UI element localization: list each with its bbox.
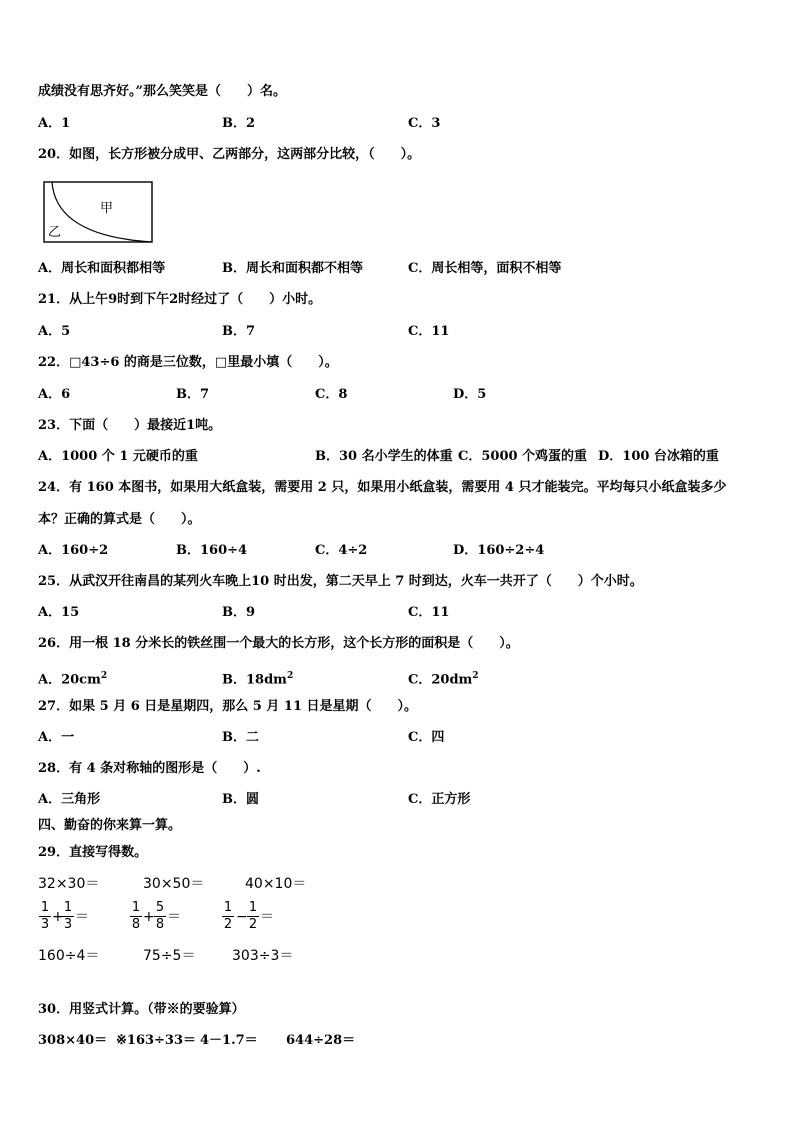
fraction	[247, 901, 259, 932]
q28-option-c: C．正方形	[408, 792, 471, 807]
q28-option-a: A．三角形	[38, 792, 101, 807]
question-23-text: 23．下面（ ）最接近1吨。	[38, 418, 222, 433]
section-4-heading: 四、勤奋的你来算一算。	[38, 818, 182, 833]
q26-option-c-label: C．20dm	[408, 672, 473, 688]
rectangle-figure	[38, 178, 158, 246]
q26-option-b	[222, 668, 293, 688]
q27-option-c: C．四	[408, 730, 445, 745]
q23-option-c: C．5000 个鸡蛋的重	[458, 449, 588, 464]
calc-8: 75÷5＝	[143, 948, 196, 964]
fraction	[62, 901, 74, 932]
q22-option-b: B．7	[176, 387, 210, 402]
question-19-tail: 成绩没有思齐好。”那么笑笑是（ ）名。	[38, 84, 286, 99]
calc-2: 30×50＝	[143, 876, 205, 892]
question-24-line1: 24．有 160 本图书，如果用大纸盒装，需要用 2 只，如果用小纸盒装，需要用 4 只才能装完。平均每只小纸盒装多少	[38, 480, 727, 495]
q21-option-c: C．11	[408, 324, 450, 339]
calc-9: 303÷3＝	[232, 948, 294, 964]
calc-1: 32×30＝	[38, 876, 100, 892]
denominator: 3	[63, 917, 73, 932]
denominator: 2	[223, 917, 233, 932]
vertical-calc-4: 644÷28＝	[286, 1033, 356, 1048]
fraction	[222, 901, 234, 932]
fraction	[39, 901, 51, 932]
question-21-text: 21．从上午9时到下午2时经过了（ ）小时。	[38, 292, 322, 307]
q20-option-a: A．周长和面积都相等	[38, 261, 166, 276]
q28-option-b: B．圆	[222, 792, 259, 807]
calc-7: 160÷4＝	[38, 948, 100, 964]
equals-sign: ＝	[167, 909, 181, 925]
superscript-2: 2	[100, 671, 108, 681]
question-22-text: 22．□43÷6 的商是三位数，□里最小填（ ）。	[38, 355, 338, 370]
numerator: 1	[131, 900, 141, 915]
q19-option-a: A．1	[38, 116, 71, 131]
figure-label-a: 甲	[100, 201, 114, 216]
numerator: 1	[248, 900, 258, 915]
calc-3: 40×10＝	[245, 876, 307, 892]
q21-option-b: B．7	[222, 324, 256, 339]
q20-option-b: B．周长和面积都不相等	[222, 261, 363, 276]
denominator: 8	[155, 917, 165, 932]
q21-option-a: A．5	[38, 324, 71, 339]
numerator: 1	[40, 900, 50, 915]
q26-option-a	[38, 668, 107, 688]
question-25-text: 25．从武汉开往南昌的某列火车晚上10 时出发，第二天早上 7 时到达，火车一共开了（ ）个小时。	[38, 574, 643, 589]
operator: +	[52, 909, 64, 925]
question-29-title: 29．直接写得数。	[38, 845, 148, 860]
q20-option-c: C．周长相等，面积不相等	[408, 261, 562, 276]
question-20-text: 20．如图，长方形被分成甲、乙两部分，这两部分比较，（ ）。	[38, 147, 421, 162]
numerator: 1	[223, 900, 233, 915]
q22-option-c: C．8	[315, 387, 348, 402]
q23-option-a: A．1000 个 1 元硬币的重	[38, 449, 198, 464]
q24-option-b: B．160÷4	[176, 543, 248, 558]
q25-option-b: B．9	[222, 605, 256, 620]
q27-option-b: B．二	[222, 730, 259, 745]
q26-option-c	[408, 668, 479, 688]
vertical-calc-1: 308×40＝	[38, 1033, 108, 1048]
q23-option-b: B．30 名小学生的体重	[315, 449, 453, 464]
equals-sign: ＝	[75, 909, 89, 925]
q19-option-c: C．3	[408, 116, 441, 131]
vertical-calc-3: 4－1.7＝	[200, 1033, 258, 1048]
numerator: 1	[63, 900, 73, 915]
q24-option-d: D．160÷2÷4	[453, 543, 545, 558]
question-26-text: 26．用一根 18 分米长的铁丝围一个最大的长方形，这个长方形的面积是（ ）。	[38, 636, 519, 651]
equals-sign: ＝	[260, 909, 274, 925]
question-24-line2: 本？正确的算式是（ ）。	[38, 512, 201, 527]
figure-label-b: 乙	[48, 225, 62, 240]
superscript-2: 2	[286, 671, 294, 681]
q23-option-d: D．100 台冰箱的重	[598, 449, 719, 464]
denominator: 8	[131, 917, 141, 932]
vertical-calc-2: ※163÷33＝	[116, 1033, 197, 1048]
q22-option-a: A．6	[38, 387, 71, 402]
q25-option-c: C．11	[408, 605, 450, 620]
operator: +	[143, 909, 155, 925]
q19-option-b: B．2	[222, 116, 256, 131]
fraction	[130, 901, 142, 932]
numerator: 5	[155, 900, 165, 915]
q27-option-a: A．一	[38, 730, 75, 745]
fraction	[154, 901, 166, 932]
q26-option-b-label: B．18dm	[222, 672, 287, 688]
question-28-text: 28．有 4 条对称轴的图形是（ ）.	[38, 761, 261, 776]
q24-option-a: A．160÷2	[38, 543, 109, 558]
q26-option-a-label: A．20cm	[38, 672, 101, 688]
denominator: 2	[248, 917, 258, 932]
question-30-title: 30．用竖式计算。（带※的要验算）	[38, 1002, 245, 1017]
superscript-2: 2	[472, 671, 479, 681]
denominator: 3	[40, 917, 50, 932]
q24-option-c: C．4÷2	[315, 543, 368, 558]
operator: −	[236, 909, 248, 925]
q22-option-d: D．5	[453, 387, 487, 402]
question-27-text: 27．如果 5 月 6 日是星期四，那么 5 月 11 日是星期（ ）。	[38, 699, 418, 714]
q25-option-a: A．15	[38, 605, 80, 620]
